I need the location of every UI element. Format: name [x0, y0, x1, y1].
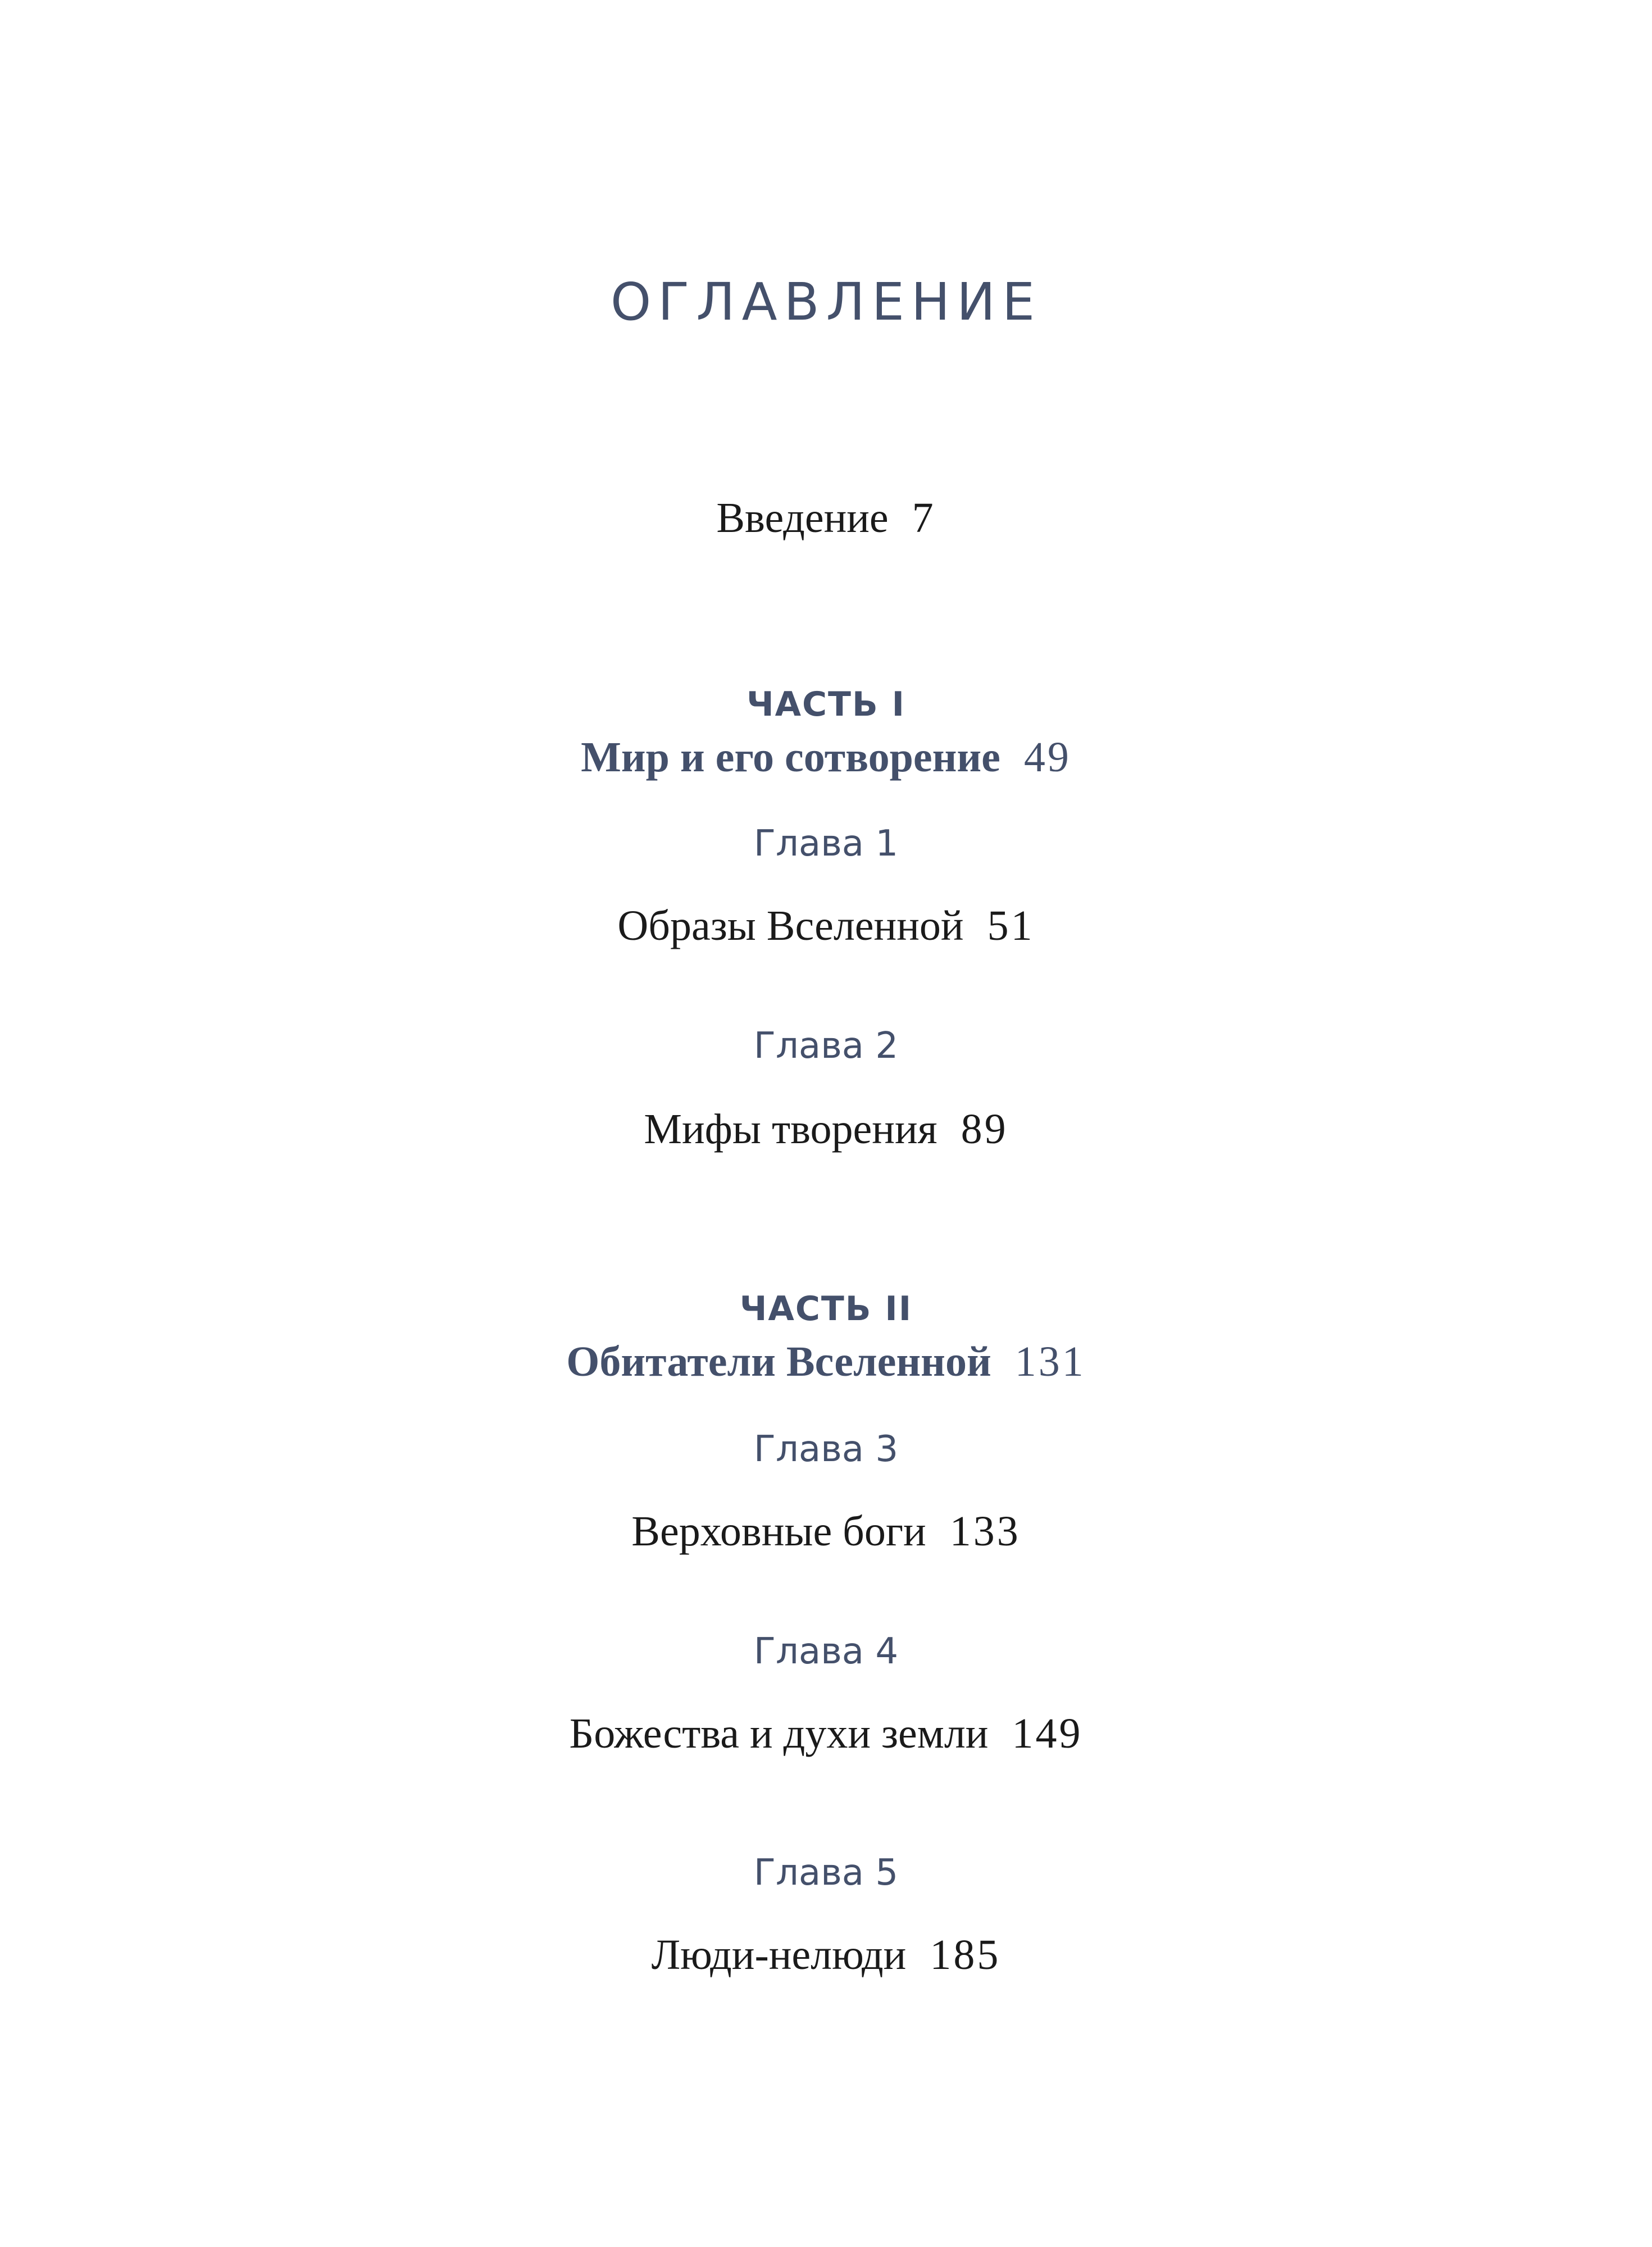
entry-page-number: 89 [961, 1106, 1008, 1153]
page-title: ОГЛАВЛЕНИЕ [610, 272, 1042, 332]
part-title: Мир и его сотворение [581, 734, 1000, 781]
entry-title: Люди-нелюди [651, 1931, 907, 1978]
chapter-3-label: Глава 3 [753, 1429, 899, 1470]
toc-entry-chapter-3[interactable] [0, 1510, 1652, 1553]
part-1-label: ЧАСТЬ I [747, 685, 905, 724]
part-2-label: ЧАСТЬ II [739, 1289, 913, 1329]
entry-page-number: 149 [1012, 1710, 1083, 1757]
part-page-number: 131 [1014, 1338, 1086, 1385]
chapter-5-label: Глава 5 [753, 1852, 899, 1894]
toc-entry-chapter-2[interactable] [0, 1106, 1652, 1153]
part-2-title-entry[interactable] [0, 1340, 1652, 1383]
entry-page-number: 133 [949, 1508, 1021, 1555]
toc-entry-introduction[interactable] [0, 494, 1652, 542]
entry-page-number: 51 [987, 902, 1035, 949]
part-1-title-entry[interactable] [0, 736, 1652, 779]
entry-title: Божества и духи земли [569, 1710, 989, 1757]
entry-title: Образы Вселенной [617, 902, 964, 949]
entry-title: Мифы творения [644, 1106, 938, 1153]
toc-entry-chapter-5[interactable] [0, 1931, 1652, 1978]
toc-entry-chapter-1[interactable] [0, 904, 1652, 947]
entry-page-number: 185 [930, 1931, 1001, 1978]
part-title: Обитатели Вселенной [566, 1338, 991, 1385]
chapter-2-label: Глава 2 [753, 1025, 899, 1067]
entry-page-number: 7 [912, 494, 936, 542]
entry-title: Верховные боги [631, 1508, 926, 1555]
chapter-1-label: Глава 1 [753, 823, 899, 865]
chapter-4-label: Глава 4 [753, 1631, 899, 1672]
part-page-number: 49 [1023, 734, 1071, 781]
entry-title: Введение [716, 494, 889, 542]
toc-entry-chapter-4[interactable] [0, 1712, 1652, 1755]
